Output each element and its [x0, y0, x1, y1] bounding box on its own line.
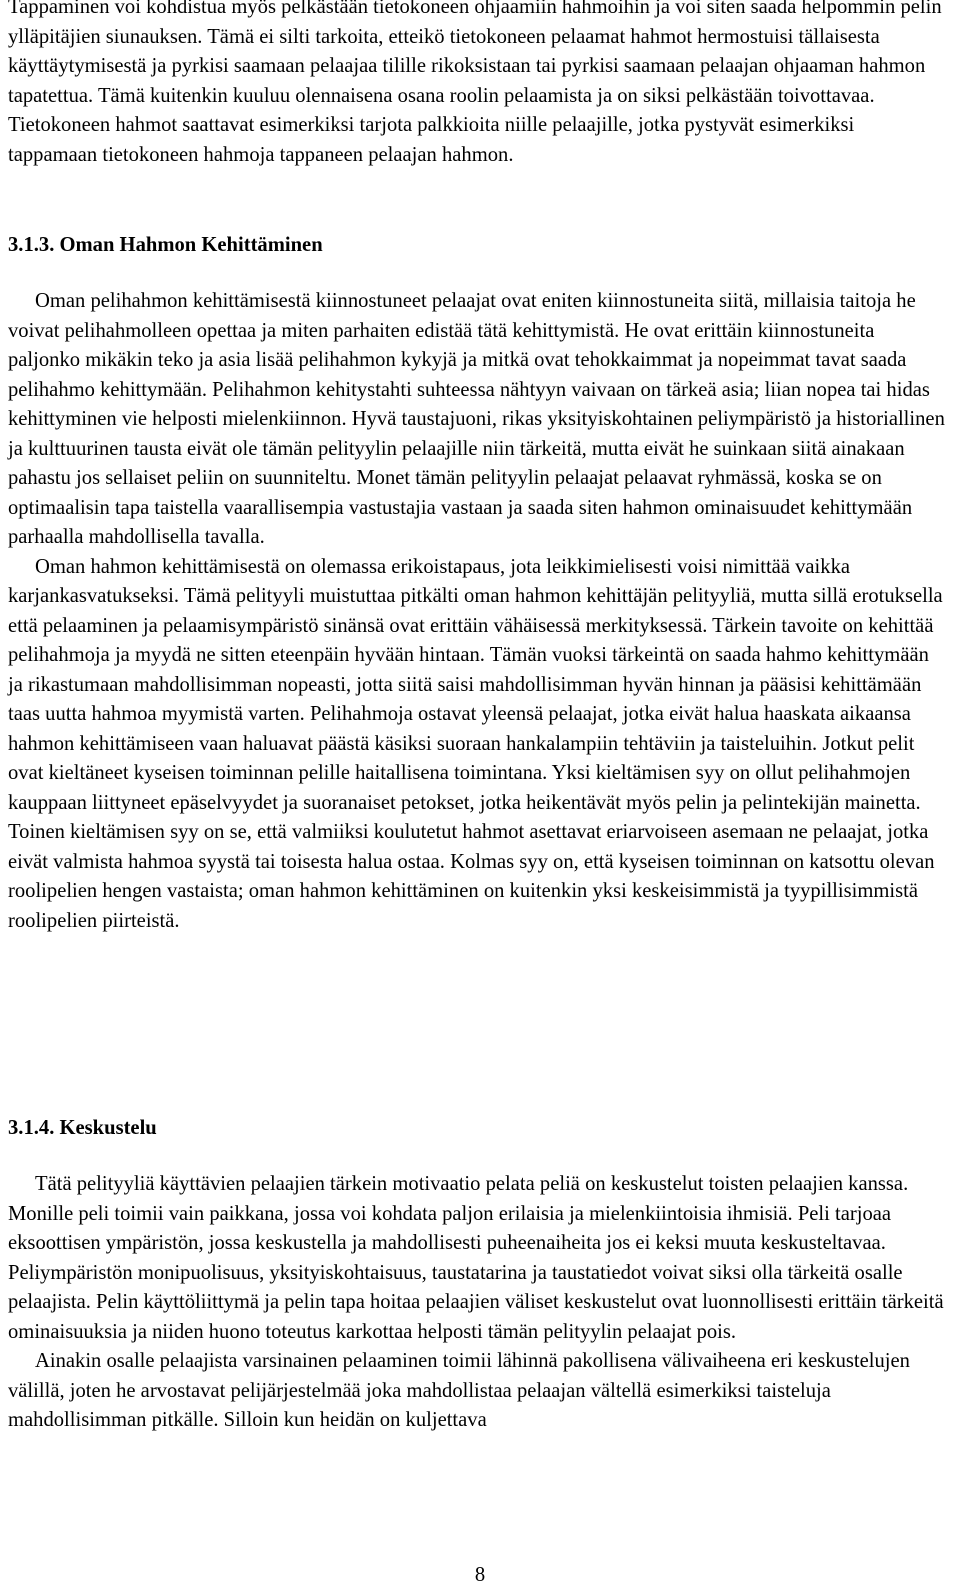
section-3-1-4-body — [8, 1170, 948, 1436]
page-number: 8 — [474, 1564, 486, 1586]
paragraph: Tätä pelityyliä käyttävien pelaajien tärkein motivaatio pelata peliä on keskustelut toisten pelaajien kanssa. Monille peli toimii vain paikkana, jossa voi kohdata paljon erilaisia ja mielenkiintoisia ihmisiä. Peli tarjoaa eksoottisen ympäristön, jossa keskustella ja mahdollisesti puheenaiheita jos ei keksi muuta keskusteltavaa. Peliympäristön monipuolisuus, yksityiskohtaisuus, taustatarina ja taustatiedot voivat siksi olla tärkeitä osalle pelaajista. Pelin käyttöliittymä ja pelin tapa hoitaa pelaajien väliset keskustelut ovat luonnollisesti erittäin tärkeitä ominaisuuksia ja niiden huono toteutus karkottaa helposti tämän pelityylin pelaajat pois. — [8, 1173, 944, 1343]
section-3-1-3-body — [8, 287, 948, 936]
paragraph: Oman hahmon kehittämisestä on olemassa erikoistapaus, jota leikkimielisesti voisi nimittää vaikka karjankasvatukseksi. Tämä pelityyli muistuttaa pitkälti oman hahmon kehittäjän pelityyliä, mutta sillä erotuksella että pelaaminen ja pelaamisympäristö sinänsä ovat erittäin vähäisessä merkityksessä. Tärkein tavoite on kehittää pelihahmoja ja myydä ne sitten eteenpäin hyvään hintaan. Tämän vuoksi tärkeintä on saada hahmo kehittymään ja rikastumaan mahdollisimman nopeasti, jotta siitä saisi mahdollisimman hyvän hinnan ja pääsisi kehittämään taas uutta hahmoa myymistä varten. Pelihahmoja ostavat yleensä pelaajat, jotka eivät halua haaskata aikaansa hahmon kehittämiseen vaan haluavat päästä käsiksi suoraan hankalampiin tehtäviin ja taisteluihin. Jotkut pelit ovat kieltäneet kyseisen toiminnan pelille haitallisena toimintana. Yksi kieltämisen syy on ollut pelihahmojen kauppaan liittyneet epäselvyydet ja suoranaiset petokset, jotka heikentävät myös pelin ja pelintekijän mainetta. Toinen kieltämisen syy on se, että valmiiksi koulutetut hahmot asettavat eriarvoiseen asemaan ne pelaajat, jotka eivät valmista hahmoa syystä tai toisesta halua ostaa. Kolmas syy on, että kyseisen toiminnan on katsottu olevan roolipelien hengen vastaista; oman hahmon kehittäminen on kuitenkin yksi keskeisimmistä ja tyypillisimmistä roolipelien piirteistä. — [8, 555, 943, 932]
section-heading-3-1-4: 3.1.4. Keskustelu — [8, 1117, 157, 1139]
section-heading-3-1-3: 3.1.3. Oman Hahmon Kehittäminen — [8, 234, 323, 256]
intro-paragraph: Tappaminen voi kohdistua myös pelkästään tietokoneen ohjaamiin hahmoihin ja voi siten saada helpommin pelin ylläpitäjien siunauksen. Tämä ei silti tarkoita, etteikö tietokoneen pelaamat hahmot hermostuisi tällaisesta käyttäytymisestä ja pyrkisi saamaan pelaajaa tilille rikoksistaan tai pyrkisi saamaan pelaajan ohjaaman hahmon tapatettua. Tämä kuitenkin kuuluu olennaisena osana roolin pelaamista ja on siksi pelkästään toivottavaa. Tietokoneen hahmot saattavat esimerkiksi tarjota palkkioita niille pelaajille, jotka pystyvät esimerkiksi tappamaan tietokoneen hahmoja tappaneen pelaajan hahmon. — [8, 0, 942, 166]
paragraph: Oman pelihahmon kehittämisestä kiinnostuneet pelaajat ovat eniten kiinnostuneita siitä, millaisia taitoja he voivat pelihahmolleen opettaa ja miten parhaiten edistää tätä kehittymistä. He ovat erittäin kiinnostuneita paljonko mikäkin teko ja asia lisää pelihahmon kykyjä ja mitkä ovat tehokkaimmat ja nopeimmat tavat saada pelihahmo kehittymään. Pelihahmon kehitystahti suhteessa nähtyyn vaivaan on tärkeä asia; liian nopea tai hidas kehittyminen vie helposti mielenkiinnon. Hyvä taustajuoni, rikas yksityiskohtainen peliympäristö ja historiallinen ja kulttuurinen tausta eivät ole tämän pelityylin pelaajille niin tärkeitä, mutta eivät he suinkaan siitä ainakaan pahastu jos sellaiset peliin on suunniteltu. Monet tämän pelityylin pelaajat pelaavat ryhmässä, koska se on optimaalisin tapa taistella vaarallisempia vastustajia vastaan ja saada siten hahmon ominaisuudet kehittymään parhaalla mahdollisella tavalla. — [8, 290, 945, 548]
paragraph: Ainakin osalle pelaajista varsinainen pelaaminen toimii lähinnä pakollisena välivaiheena eri keskustelujen välillä, joten he arvostavat pelijärjestelmää joka mahdollistaa pelaajan vältellä esimerkiksi taisteluja mahdollisimman pitkälle. Silloin kun heidän on kuljettava — [8, 1350, 910, 1431]
